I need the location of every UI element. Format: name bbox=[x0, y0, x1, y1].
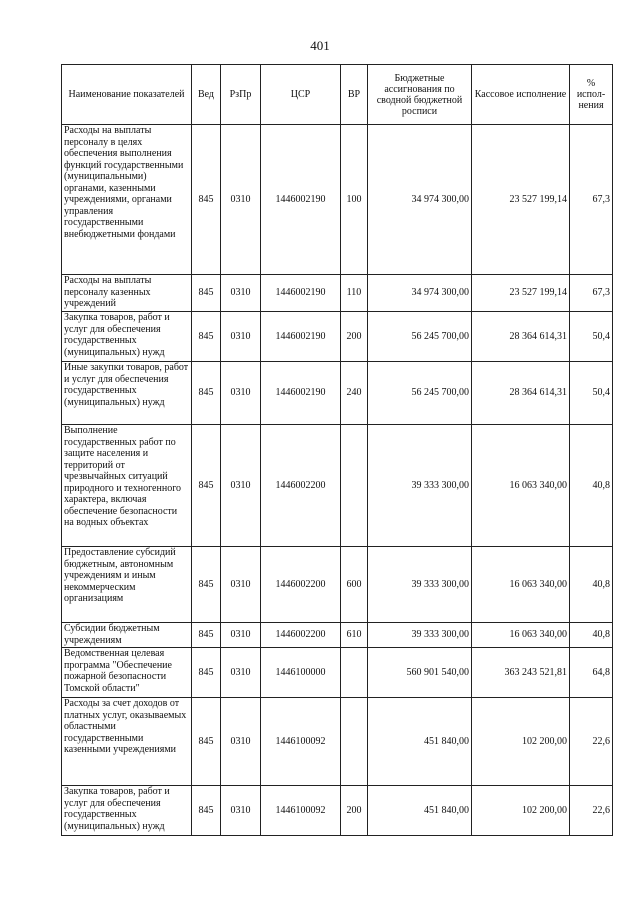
row-rzpr: 0310 bbox=[221, 623, 261, 648]
table-row bbox=[62, 786, 613, 836]
row-name: Субсидии бюджетным учреждениям bbox=[62, 623, 192, 648]
row-cash: 28 364 614,31 bbox=[472, 362, 570, 425]
row-rzpr: 0310 bbox=[221, 425, 261, 547]
table-row bbox=[62, 547, 613, 623]
row-rzpr: 0310 bbox=[221, 362, 261, 425]
row-name: Расходы за счет доходов от платных услуг, оказываемых областными государственными казенными учреждениями bbox=[62, 698, 192, 786]
header-name: Наименование показателей bbox=[62, 65, 192, 125]
row-ved: 845 bbox=[192, 275, 221, 312]
table-row bbox=[62, 275, 613, 312]
row-name: Закупка товаров, работ и услуг для обеспечения государственных (муниципальных) нужд bbox=[62, 312, 192, 362]
row-vr: 200 bbox=[341, 312, 368, 362]
row-ved: 845 bbox=[192, 623, 221, 648]
row-name: Предоставление субсидий бюджетным, автономным учреждениям и иным некоммерческим организациям bbox=[62, 547, 192, 623]
row-vr: 610 bbox=[341, 623, 368, 648]
row-csr: 1446002200 bbox=[261, 547, 341, 623]
row-percent: 22,6 bbox=[570, 786, 613, 836]
row-ved: 845 bbox=[192, 786, 221, 836]
row-budget: 451 840,00 bbox=[368, 698, 472, 786]
row-budget: 34 974 300,00 bbox=[368, 275, 472, 312]
row-budget: 34 974 300,00 bbox=[368, 125, 472, 275]
row-csr: 1446002190 bbox=[261, 275, 341, 312]
row-vr: 100 bbox=[341, 125, 368, 275]
row-rzpr: 0310 bbox=[221, 275, 261, 312]
header-vr: ВР bbox=[341, 65, 368, 125]
table-row bbox=[62, 648, 613, 698]
row-ved: 845 bbox=[192, 698, 221, 786]
row-cash: 28 364 614,31 bbox=[472, 312, 570, 362]
row-rzpr: 0310 bbox=[221, 547, 261, 623]
row-rzpr: 0310 bbox=[221, 698, 261, 786]
table-header-row bbox=[62, 65, 613, 125]
row-name: Ведомственная целевая программа "Обеспечение пожарной безопасности Томской области" bbox=[62, 648, 192, 698]
table-row bbox=[62, 623, 613, 648]
row-percent: 50,4 bbox=[570, 312, 613, 362]
row-vr: 600 bbox=[341, 547, 368, 623]
row-percent: 64,8 bbox=[570, 648, 613, 698]
header-cash: Кассовое исполнение bbox=[472, 65, 570, 125]
row-csr: 1446100092 bbox=[261, 698, 341, 786]
row-percent: 40,8 bbox=[570, 547, 613, 623]
row-vr bbox=[341, 425, 368, 547]
row-ved: 845 bbox=[192, 648, 221, 698]
row-ved: 845 bbox=[192, 362, 221, 425]
row-ved: 845 bbox=[192, 312, 221, 362]
row-cash: 23 527 199,14 bbox=[472, 125, 570, 275]
header-csr: ЦСР bbox=[261, 65, 341, 125]
header-rzpr: РзПр bbox=[221, 65, 261, 125]
row-percent: 40,8 bbox=[570, 623, 613, 648]
header-ved: Вед bbox=[192, 65, 221, 125]
table-row bbox=[62, 362, 613, 425]
row-csr: 1446002200 bbox=[261, 623, 341, 648]
table-row bbox=[62, 312, 613, 362]
table-row bbox=[62, 125, 613, 275]
row-percent: 40,8 bbox=[570, 425, 613, 547]
row-ved: 845 bbox=[192, 547, 221, 623]
row-cash: 23 527 199,14 bbox=[472, 275, 570, 312]
row-csr: 1446100000 bbox=[261, 648, 341, 698]
row-budget: 451 840,00 bbox=[368, 786, 472, 836]
row-ved: 845 bbox=[192, 125, 221, 275]
row-rzpr: 0310 bbox=[221, 312, 261, 362]
row-ved: 845 bbox=[192, 425, 221, 547]
row-budget: 39 333 300,00 bbox=[368, 547, 472, 623]
row-csr: 1446002190 bbox=[261, 362, 341, 425]
header-percent: % испол-нения bbox=[570, 65, 613, 125]
row-name: Расходы на выплаты персоналу казенных учреждений bbox=[62, 275, 192, 312]
row-csr: 1446002190 bbox=[261, 125, 341, 275]
row-name: Закупка товаров, работ и услуг для обеспечения государственных (муниципальных) нужд bbox=[62, 786, 192, 836]
row-rzpr: 0310 bbox=[221, 786, 261, 836]
budget-execution-table bbox=[61, 64, 613, 836]
row-rzpr: 0310 bbox=[221, 648, 261, 698]
table-row bbox=[62, 425, 613, 547]
row-csr: 1446100092 bbox=[261, 786, 341, 836]
row-name: Расходы на выплаты персоналу в целях обеспечения выполнения функций государственными (муниципальными) органами, казенными учреждениями, органами управления государственными внебюджетными фондами bbox=[62, 125, 192, 275]
row-budget: 56 245 700,00 bbox=[368, 362, 472, 425]
row-name: Иные закупки товаров, работ и услуг для обеспечения государственных (муниципальных) нужд bbox=[62, 362, 192, 425]
row-percent: 22,6 bbox=[570, 698, 613, 786]
row-vr bbox=[341, 698, 368, 786]
row-csr: 1446002200 bbox=[261, 425, 341, 547]
row-budget: 39 333 300,00 bbox=[368, 425, 472, 547]
row-percent: 67,3 bbox=[570, 275, 613, 312]
table-row bbox=[62, 698, 613, 786]
row-percent: 50,4 bbox=[570, 362, 613, 425]
page-number: 401 bbox=[310, 38, 330, 53]
row-cash: 102 200,00 bbox=[472, 698, 570, 786]
row-cash: 102 200,00 bbox=[472, 786, 570, 836]
row-budget: 56 245 700,00 bbox=[368, 312, 472, 362]
row-vr: 200 bbox=[341, 786, 368, 836]
row-cash: 16 063 340,00 bbox=[472, 623, 570, 648]
row-rzpr: 0310 bbox=[221, 125, 261, 275]
row-csr: 1446002190 bbox=[261, 312, 341, 362]
row-budget: 39 333 300,00 bbox=[368, 623, 472, 648]
row-vr bbox=[341, 648, 368, 698]
header-budget: Бюджетные ассигнования по сводной бюджетной росписи bbox=[368, 65, 472, 125]
row-cash: 16 063 340,00 bbox=[472, 547, 570, 623]
row-vr: 240 bbox=[341, 362, 368, 425]
row-name: Выполнение государственных работ по защите населения и территорий от чрезвычайных ситуаций природного и техногенного характера, включая обеспечение безопасности на водных объектах bbox=[62, 425, 192, 547]
row-cash: 363 243 521,81 bbox=[472, 648, 570, 698]
row-budget: 560 901 540,00 bbox=[368, 648, 472, 698]
row-vr: 110 bbox=[341, 275, 368, 312]
row-cash: 16 063 340,00 bbox=[472, 425, 570, 547]
row-percent: 67,3 bbox=[570, 125, 613, 275]
